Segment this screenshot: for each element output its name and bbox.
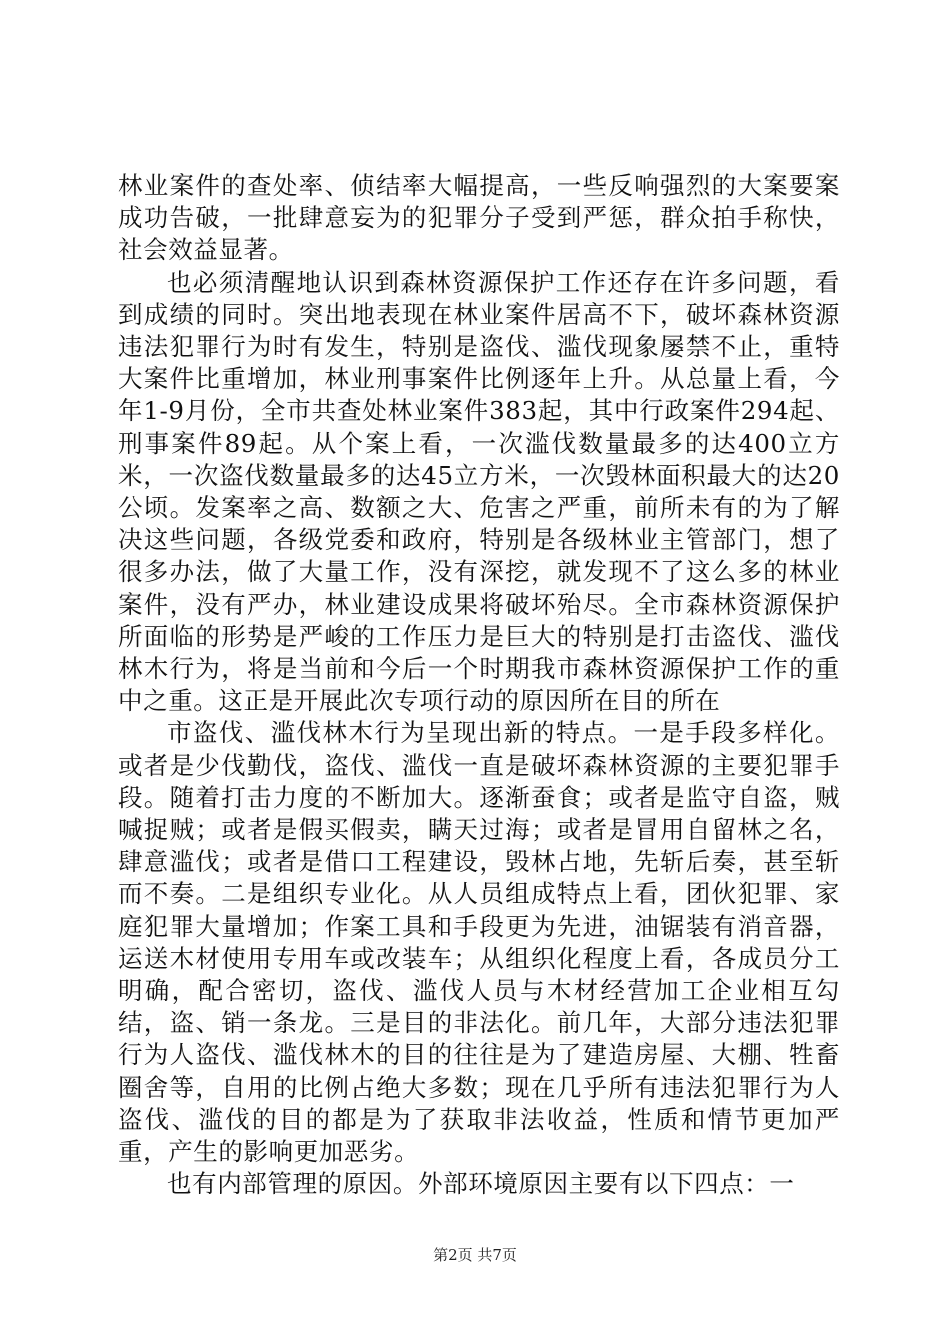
paragraph-2: 也必须清醒地认识到森林资源保护工作还存在许多问题，看到成绩的同时。突出地表现在林业案件居高不下，破坏森林资源违法犯罪行为时有发生，特别是盗伐、滥伐现象屡禁不止，重特大案件比重增加，林业刑事案件比例逐年上升。从总量上看，今年1-9月份，全市共查处林业案件383起，其中行政案件294起、刑事案件89起。从个案上看，一次滥伐数量最多的达400立方米，一次盗伐数量最多的达45立方米，一次毁林面积最大的达20公顷。发案率之高、数额之大、危害之严重，前所未有的为了解决这些问题，各级党委和政府，特别是各级林业主管部门，想了很多办法，做了大量工作，没有深挖，就发现不了这么多的林业案件，没有严办，林业建设成果将破坏殆尽。全市森林资源保护所面临的形势是严峻的工作压力是巨大的特别是打击盗伐、滥伐林木行为，将是当前和今后一个时期我市森林资源保护工作的重中之重。这正是开展此次专项行动的原因所在目的所在 <box>118 267 840 716</box>
page-footer <box>0 1244 950 1265</box>
document-body <box>118 170 840 1201</box>
paragraph-1: 林业案件的查处率、侦结率大幅提高，一些反响强烈的大案要案成功告破，一批肆意妄为的犯罪分子受到严惩，群众拍手称快，社会效益显著。 <box>118 171 840 265</box>
paragraph-3: 市盗伐、滥伐林木行为呈现出新的特点。一是手段多样化。或者是少伐勤伐，盗伐、滥伐一直是破坏森林资源的主要犯罪手段。随着打击力度的不断加大。逐渐蚕食；或者是监守自盗，贼喊捉贼；或者是假买假卖，瞒天过海；或者是冒用自留林之名，肆意滥伐；或者是借口工程建设，毁林占地，先斩后奏，甚至斩而不奏。二是组织专业化。从人员组成特点上看，团伙犯罪、家庭犯罪大量增加；作案工具和手段更为先进，油锯装有消音器，运送木材使用专用车或改装车；从组织化程度上看，各成员分工明确，配合密切，盗伐、滥伐人员与木材经营加工企业相互勾结，盗、销一条龙。三是目的非法化。前几年，大部分违法犯罪行为人盗伐、滥伐林木的目的往往是为了建造房屋、大棚、牲畜圈舍等，自用的比例占绝大多数；现在几乎所有违法犯罪行为人盗伐、滥伐的目的都是为了获取非法收益，性质和情节更加严重，产生的影响更加恶劣。 <box>118 718 840 1167</box>
page-number-label: 第2页 共7页 <box>433 1246 517 1264</box>
paragraph-4: 也有内部管理的原因。外部环境原因主要有以下四点：一 <box>167 1169 795 1199</box>
